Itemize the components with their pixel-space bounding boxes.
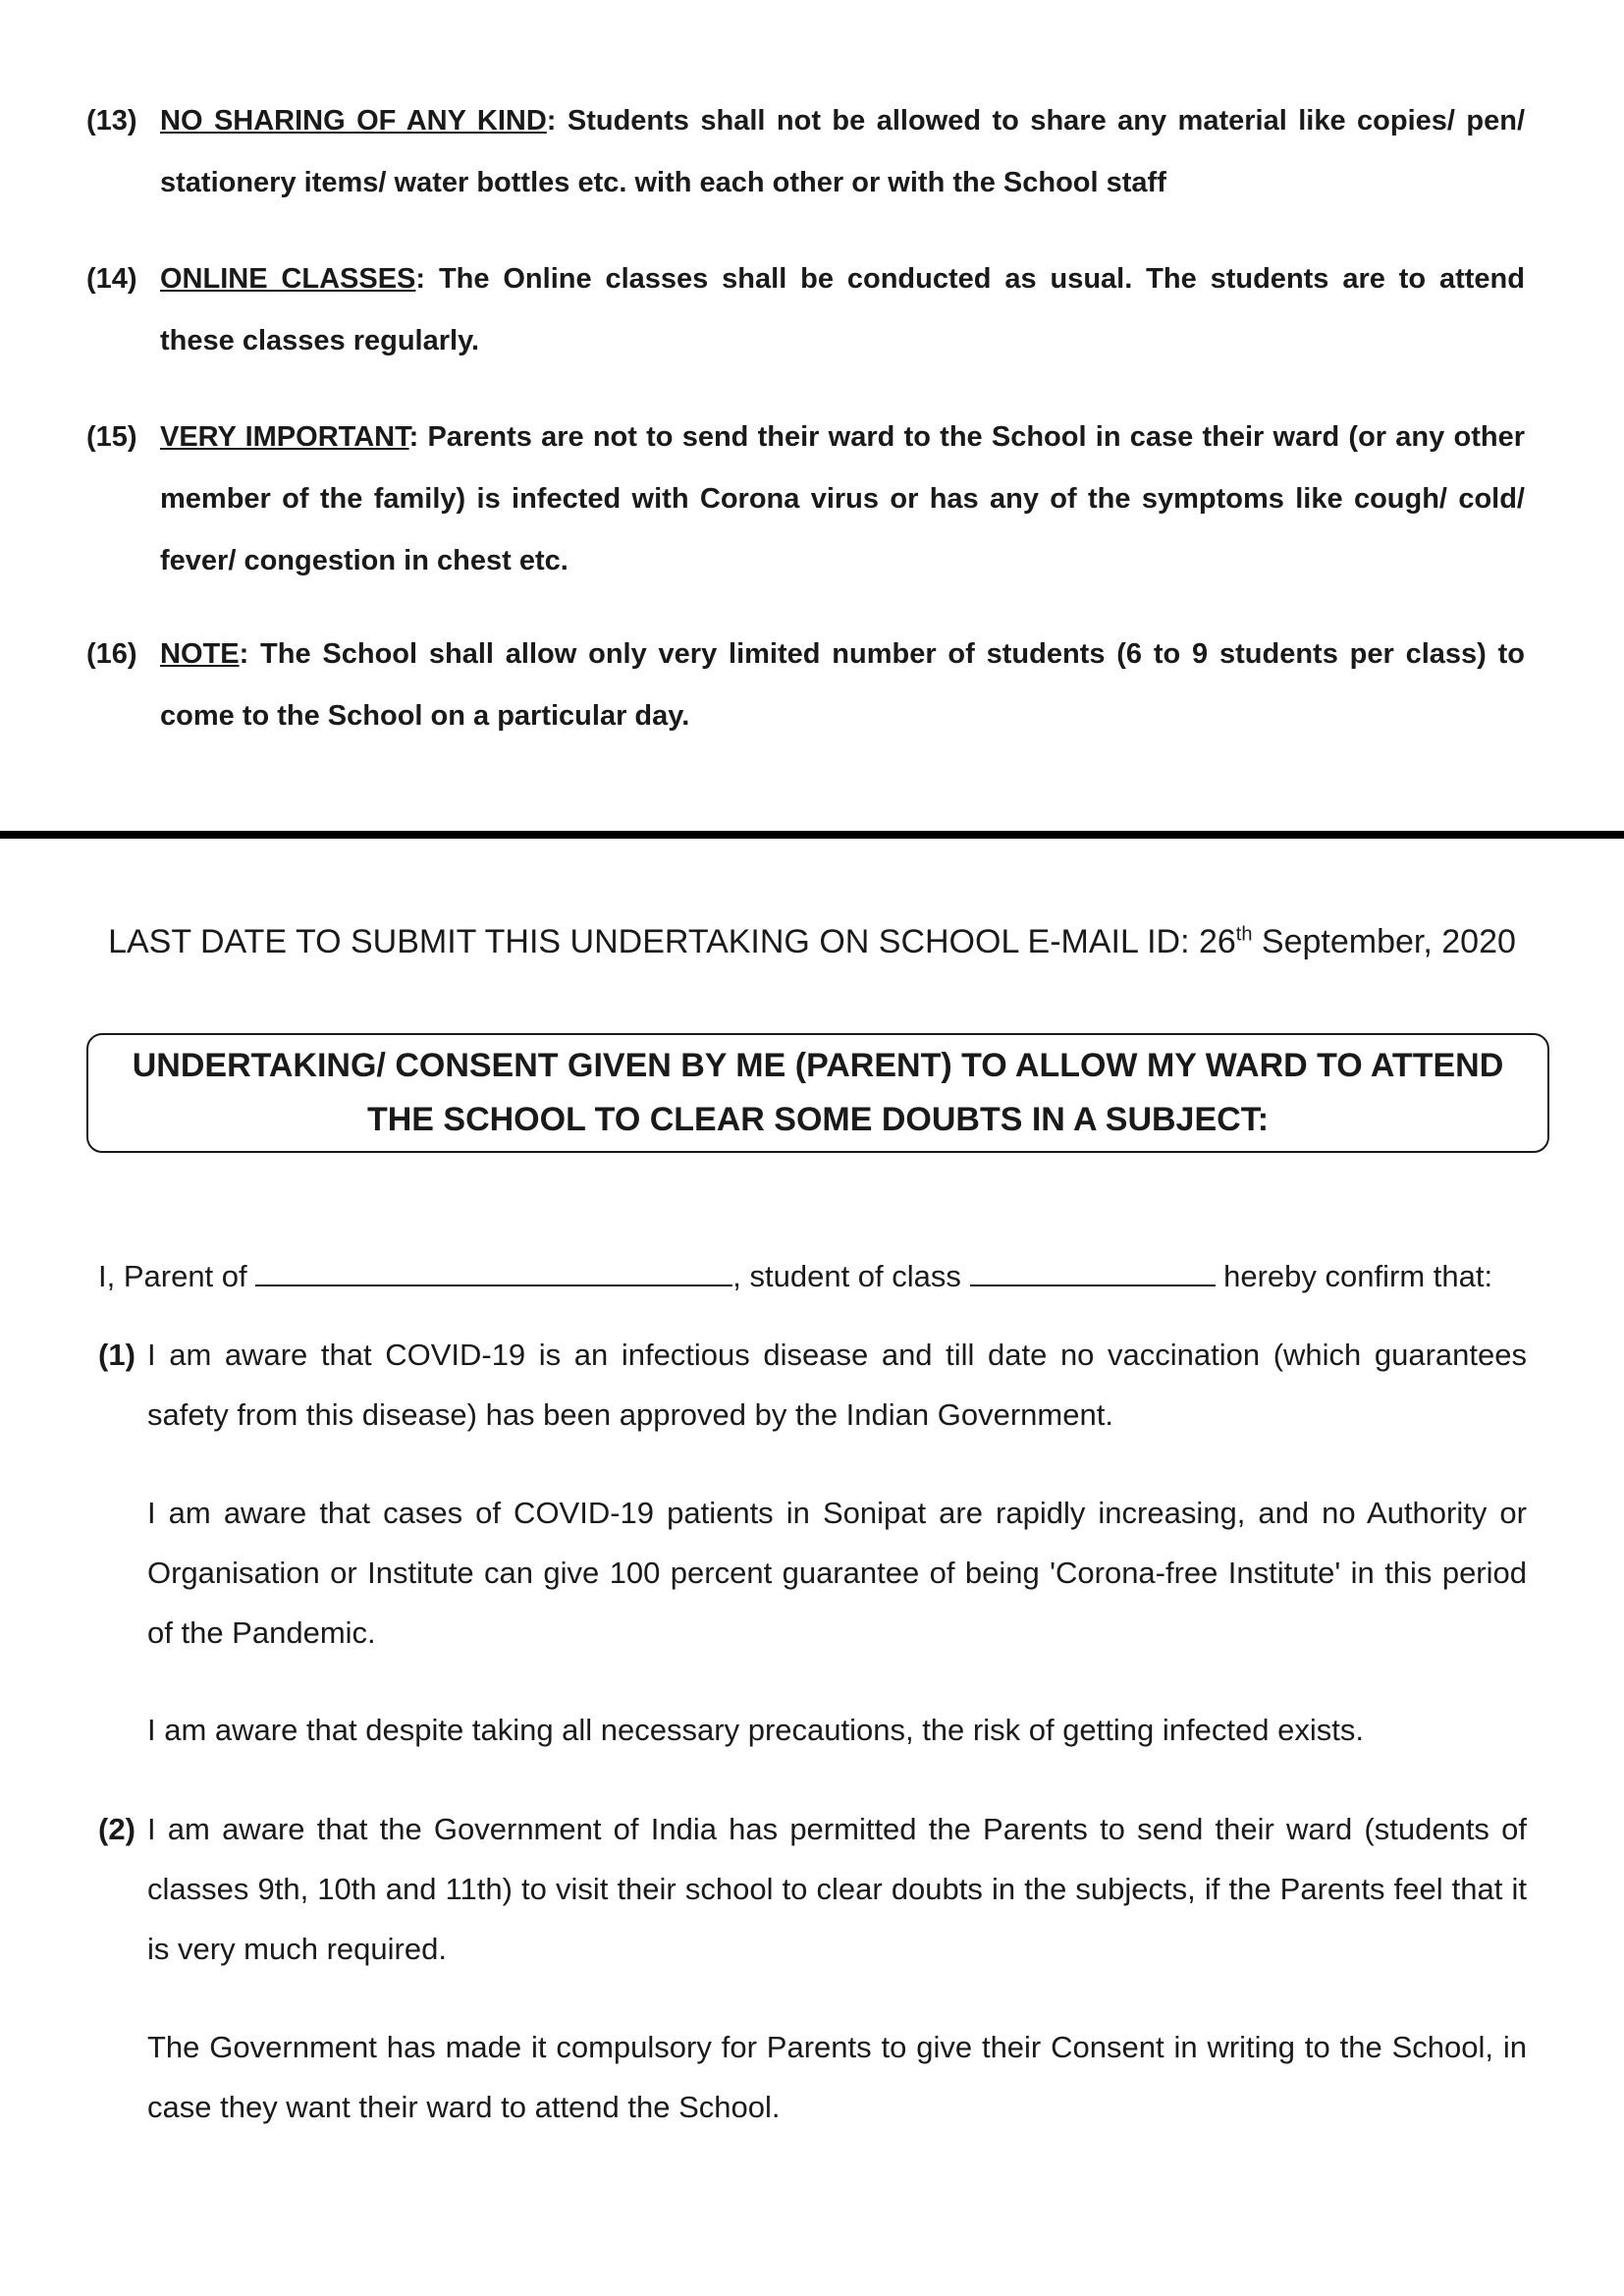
clause-number: (1) [98, 1338, 135, 1372]
parent-of-blank[interactable] [255, 1257, 732, 1286]
rule-heading: NO SHARING OF ANY KIND [160, 105, 547, 137]
class-blank[interactable] [970, 1257, 1216, 1286]
clause-text: I am aware that COVID-19 is an infectious disease and till date no vaccination (which guarantees safety from this disease) has been approved by the Indian Government. [147, 1338, 1527, 1432]
deadline-sup: th [1235, 923, 1253, 946]
intro-part2: , student of class [732, 1259, 970, 1293]
rule-text: : Parents are not to send their ward to the School in case their ward (or any other member of the family) is infected with Corona virus or has any of the symptoms like cough/ cold/ fever/ congestion in chest etc. [160, 421, 1525, 576]
deadline-suffix: September, 2020 [1252, 923, 1516, 960]
clause-2 [98, 1799, 1527, 1979]
rule-14 [86, 248, 1525, 372]
paragraph-2: I am aware that despite taking all necessary precautions, the risk of getting infected exists. [147, 1713, 1364, 1747]
rule-number: (16) [86, 638, 137, 670]
undertaking-title-box [86, 1033, 1549, 1153]
undertaking-title: UNDERTAKING/ CONSENT GIVEN BY ME (PARENT) TO ALLOW MY WARD TO ATTEND THE SCHOOL TO CLEAR SOME DOUBTS IN A SUBJECT: [132, 1047, 1504, 1138]
rule-text: : The Online classes shall be conducted as usual. The students are to attend these classes regularly. [160, 263, 1525, 356]
paragraph-3: The Government has made it compulsory for Parents to give their Consent in writing to the School, in case they want their ward to attend the School. [147, 2030, 1527, 2124]
rule-number: (15) [86, 421, 137, 453]
submission-deadline [0, 923, 1624, 961]
section-divider [0, 831, 1624, 839]
paragraph-1: I am aware that cases of COVID-19 patients in Sonipat are rapidly increasing, and no Authority or Organisation or Institute can give 100 percent guarantee of being 'Corona-free Institute' in this period of the Pandemic. [147, 1496, 1527, 1650]
rule-heading: ONLINE CLASSES [160, 263, 416, 295]
undertaking-intro [98, 1253, 1532, 1300]
clause-1 [98, 1325, 1527, 1445]
rule-number: (13) [86, 105, 137, 137]
rule-heading: NOTE [160, 638, 240, 670]
rule-text: : The School shall allow only very limited number of students (6 to 9 students per class) to come to the School on a particular day. [160, 638, 1525, 732]
rule-13 [86, 90, 1525, 214]
clause-number: (2) [98, 1812, 135, 1846]
rule-heading: VERY IMPORTANT [160, 421, 409, 453]
rule-15 [86, 407, 1525, 592]
intro-part3: hereby confirm that: [1215, 1259, 1493, 1293]
rule-text: : Students shall not be allowed to share any material like copies/ pen/ stationery items/ water bottles etc. with each other or with the School staff [160, 105, 1526, 198]
rule-number: (14) [86, 263, 137, 295]
deadline-prefix: LAST DATE TO SUBMIT THIS UNDERTAKING ON SCHOOL E-MAIL ID: 26 [108, 923, 1236, 960]
rule-16 [86, 624, 1525, 747]
intro-part1: I, Parent of [98, 1259, 256, 1293]
clause-text: I am aware that the Government of India has permitted the Parents to send their ward (students of classes 9th, 10th and 11th) to visit their school to clear doubts in the subjects, if the Parents feel that it is very much required. [147, 1812, 1527, 1966]
